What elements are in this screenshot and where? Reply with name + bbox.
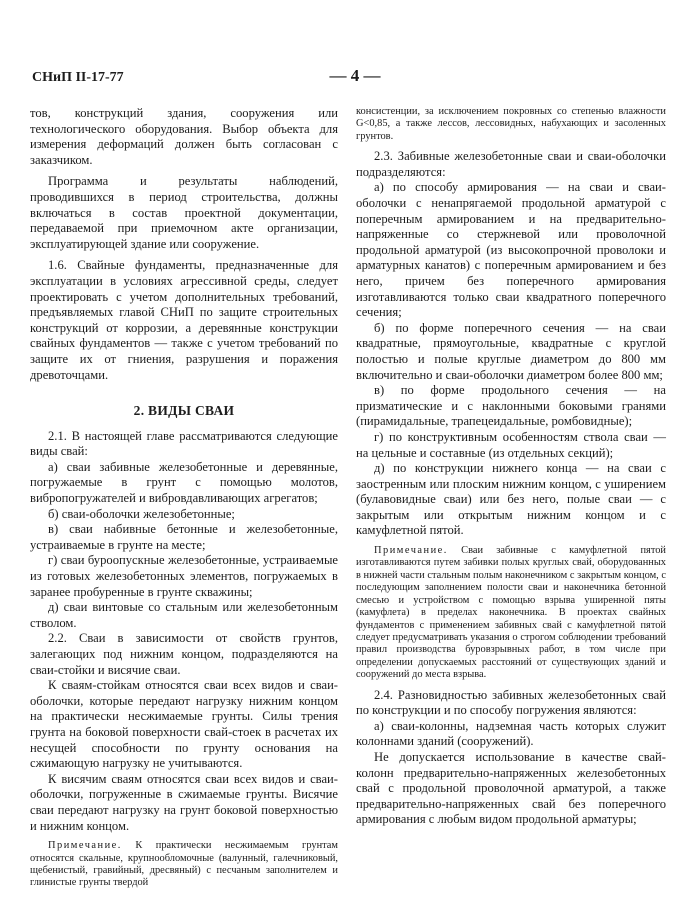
list-item: д) сваи винтовые со стальным или железобетонным стволом. bbox=[30, 600, 338, 630]
note-text: К практически несжимаемым грунтам относятся скальные, крупнообломочные (валунный, галечниковый, щебенистый, гравийный, дресвяный) с песчаным заполнителем и глинистые грунты твердой bbox=[30, 840, 338, 889]
paragraph: 2.4. Разновидностью забивных железобетонных свай по конструкции и по способу погружения являются: bbox=[356, 687, 666, 718]
note bbox=[30, 840, 338, 890]
list-item: а) сваи забивные железобетонные и деревянные, погружаемые в грунт с помощью молотов, вибропогружателей и вибровдавливающих агрегатов; bbox=[30, 459, 338, 506]
page-number: — 4 — bbox=[329, 66, 381, 85]
list-item: б) по форме поперечного сечения — на сваи квадратные, прямоугольные, квадратные с круглой полостью и полые круглые диаметром до 800 мм включительно и сваи-оболочки диаметром более 800 мм; bbox=[356, 320, 666, 382]
list-item: а) сваи-колонны, надземная часть которых служит колоннами зданий (сооружений). bbox=[356, 718, 666, 749]
list-item: в) сваи набивные бетонные и железобетонные, устраиваемые в грунте на месте; bbox=[30, 522, 338, 552]
note bbox=[356, 545, 666, 681]
document-code: СНиП II-17-77 bbox=[32, 70, 124, 85]
list-item: б) сваи-оболочки железобетонные; bbox=[48, 506, 235, 521]
paragraph: Программа и результаты наблюдений, проводившихся в период строительства, должны включаться в состав проектной документации, передаваемой при приемочном акте организации, эксплуатирующей здание или сооружение. bbox=[30, 174, 338, 251]
paragraph: К сваям-стойкам относятся сваи всех видов и сваи-оболочки, которые передают нагрузку нижним концом на практически несжимаемые грунты. Силы трения грунта на боковой поверхности свай-стоек в расчетах их несущей способности по грунту основания на сжимающую нагрузку не учитываются. bbox=[30, 678, 338, 771]
list-item: г) по конструктивным особенностям ствола сваи — на цельные и составные (из отдельных секций); bbox=[356, 429, 666, 460]
list-item: г) сваи буроопускные железобетонные, устраиваемые из готовых железобетонных элементов, погружаемых в заранее пробуренные в грунте скважины; bbox=[30, 553, 338, 599]
list-item: в) по форме продольного сечения — на призматические и с наклонными боковыми гранями (пирамидальные, трапецеидальные, ромбовидные); bbox=[356, 383, 666, 429]
continued-note: консистенции, за исключением покровных со степенью влажности G<0,85, а также лессов, лессовидных, набухающих и засоленных грунтов. bbox=[356, 106, 666, 142]
note-text: Сваи забивные с камуфлетной пятой изготавливаются путем забивки полых круглых свай, оборудованных в нижней части стальным полым наконечником с закрытым концом, с последующим заполнением полости сваи и наконечника бетонной смесью и устройством с помощью взрыва уширенной пяты (камуфлета) в пределах наконечника. В проектах свайных фундаментов с применением забивных свай с камуфлетной пятой следует предусматривать указания о строгом соблюдении требований правил производства буровзрывных работ, в том числе при определении допускаемых расстояний от существующих зданий и сооружений до места взрыва. bbox=[356, 545, 666, 681]
paragraph: 1.6. Свайные фундаменты, предназначенные для эксплуатации в условиях агрессивной среды, следует проектировать с учетом дополнительных требований, предъявляемых главой СНиП по защите строительных конструкций от коррозии, а деревянные конструкции свайных фундаментов — также с учетом требований по защите их от гниения, разрушения и поражения древоточцами. bbox=[30, 258, 338, 382]
paragraph: 2.2. Сваи в зависимости от свойств грунтов, залегающих под нижним концом, подразделяются на сваи-стойки и висячие сваи. bbox=[30, 631, 338, 677]
section-heading: 2. ВИДЫ СВАИ bbox=[133, 403, 235, 419]
note-label: Примечание. bbox=[48, 840, 122, 852]
paragraph: 2.3. Забивные железобетонные сваи и сваи-оболочки подразделяются: bbox=[356, 149, 666, 179]
paragraph: 2.1. В настоящей главе рассматриваются следующие виды свай: bbox=[30, 428, 338, 459]
paragraph: Не допускается использование в качестве свай-колонн предварительно-напряженных железобетонных свай с продольной проволочной арматурой, а также предварительно-напряженных свай без поперечного армирования с любым видом продольной арматуры; bbox=[356, 749, 666, 827]
list-item: д) по конструкции нижнего конца — на сваи с заостренным или плоским нижним концом, с уширением (булавовидные сваи) или без него, полые сваи — с закрытым или открытым нижним концом и с камуфлетной пятой. bbox=[356, 461, 666, 538]
list-item: а) по способу армирования — на сваи и сваи-оболочки с ненапрягаемой продольной арматурой с поперечным армированием и на предварительно-напряженные со стержневой или проволочной продольной арматурой (из высокопрочной проволоки и арматурных канатов) с поперечным армированием и без него, причем без поперечного армирования изготавливаются только сваи квадратного поперечного сечения; bbox=[356, 180, 666, 320]
paragraph: тов, конструкций здания, сооружения или технологического оборудования. Выбор объекта для измерения деформаций должен быть согласован с заказчиком. bbox=[30, 106, 338, 167]
note-label: Примечание. bbox=[374, 545, 448, 557]
paragraph: К висячим сваям относятся сваи всех видов и сваи-оболочки, погруженные в сжимаемые грунты. Висячие сваи передают нагрузку на грунт боковой поверхностью и нижним концом. bbox=[30, 771, 338, 833]
right-column bbox=[356, 106, 666, 828]
left-column bbox=[30, 106, 338, 890]
